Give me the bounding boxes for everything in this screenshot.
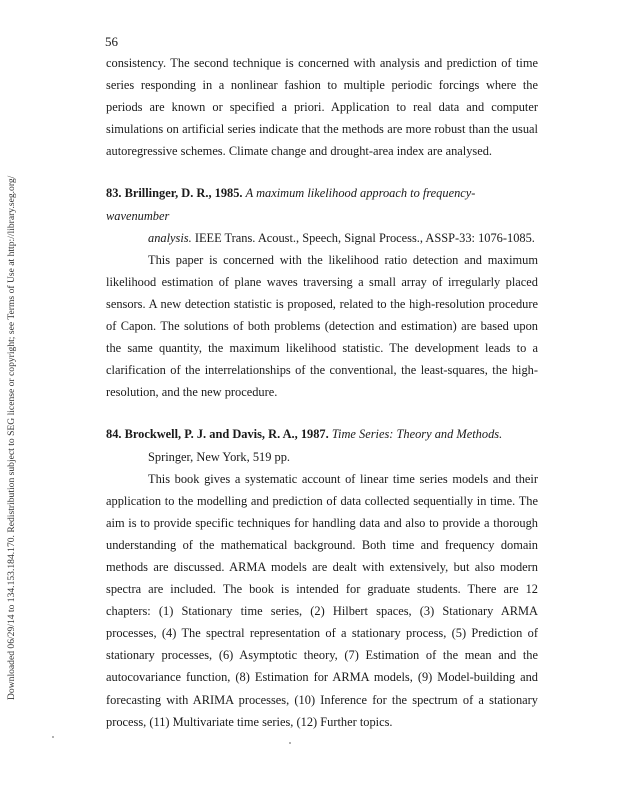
page-content bbox=[106, 52, 538, 733]
reference-entry-84 bbox=[106, 423, 538, 732]
reference-abstract: This paper is concerned with the likelihood ratio detection and maximum likelihood estimation of plane waves traversing a small array of irregularly placed sensors. A new detection statistic is proposed, related to the high-resolution procedure of Capon. The solutions of both problems (detection and estimation) are based upon the same quantity, the maximum likelihood statistic. The development leads to a clarification of the interrelationships of the conventional, the least-squares, the high-resolution, and the new procedure. bbox=[106, 252, 538, 400]
reference-source: IEEE Trans. Acoust., Speech, Signal Process., ASSP-33: 1076-1085. bbox=[194, 230, 535, 245]
reference-source: Springer, New York, 519 pp. bbox=[148, 449, 290, 464]
reference-heading bbox=[106, 423, 538, 445]
reference-title-continued: analysis. bbox=[148, 230, 192, 245]
reference-abstract: This book gives a systematic account of linear time series models and their application to the modelling and prediction of data collected sequentially in time. The aim is to provide specific techniques for handling data and also to provide a thorough understanding of the mathematical background. Both time and frequency domain methods are discussed. ARMA models are dealt with extensively, but also modern spectra are included. The book is intended for graduate students. There are 12 chapters: (1) Stationary time series, (2) Hilbert spaces, (3) Stationary ARMA processes, (4) The spectral representation of a stationary process, (5) Prediction of stationary processes, (6) Asymptotic theory, (7) Estimation of the mean and the autocovariance function, (8) Estimation for ARMA models, (9) Model-building and forecasting with ARIMA processes, (10) Inference for the spectrum of a stationary process, (11) Multivariate time series, (12) Further topics. bbox=[106, 471, 538, 729]
reference-heading bbox=[106, 182, 538, 226]
reference-title: A maximum likelihood approach to frequency-wavenumber bbox=[106, 186, 476, 223]
reference-number-author: 84. Brockwell, P. J. and Davis, R. A., 1987. bbox=[106, 427, 329, 442]
reference-source-line bbox=[106, 227, 538, 249]
page-number: 56 bbox=[105, 34, 118, 49]
scan-speck bbox=[289, 742, 291, 744]
download-watermark: Downloaded 06/29/14 to 134.153.184.170. Redistribution subject to SEG license or copyright; see Terms of Use at http://library.seg.org/ bbox=[6, 175, 17, 700]
scan-speck bbox=[52, 736, 54, 738]
intro-paragraph: consistency. The second technique is concerned with analysis and prediction of time series responding in a nonlinear fashion to multiple periodic forcings where the periods are known or specified a priori. Application to real data and computer simulations on artificial series indicate that the methods are more robust than the usual autoregressive schemes. Climate change and drought-area index are analysed. bbox=[106, 56, 538, 159]
reference-entry-83 bbox=[106, 182, 538, 403]
reference-source-line bbox=[106, 446, 538, 468]
reference-title: Time Series: Theory and Methods. bbox=[331, 427, 503, 442]
reference-number-author: 83. Brillinger, D. R., 1985. bbox=[106, 186, 243, 201]
